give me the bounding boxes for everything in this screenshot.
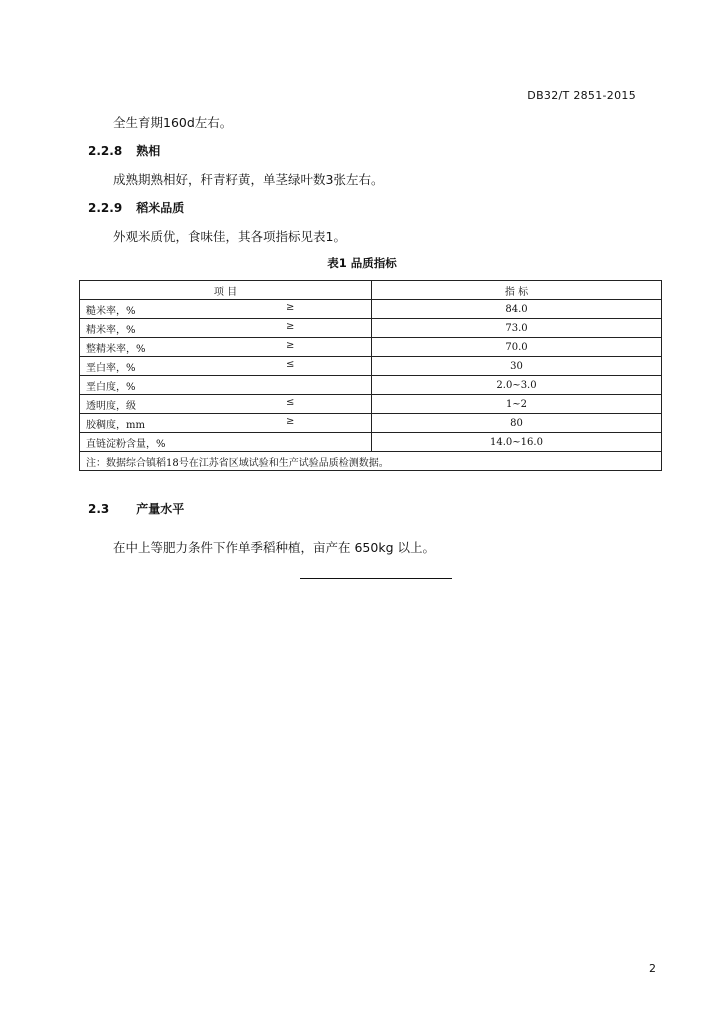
table-row [80, 338, 662, 357]
operator: ≤ [286, 396, 295, 408]
section-title: 产量水平 [136, 502, 185, 516]
table-caption: 表1 品质指标 [327, 256, 397, 270]
operator: ≥ [286, 320, 295, 332]
section-number: 2.3 [88, 502, 110, 516]
item-value: 30 [372, 357, 662, 376]
table-row [80, 414, 662, 433]
item-name: 整精米率，% [86, 343, 146, 355]
document-code: DB32/T 2851-2015 [527, 89, 636, 102]
operator [286, 435, 365, 450]
item-name: 垩白度，% [86, 381, 136, 393]
item-value: 1~2 [372, 395, 662, 414]
header-item: 项 目 [80, 281, 372, 300]
operator: ≥ [286, 339, 295, 351]
table-header-row [80, 281, 662, 300]
section-number: 2.2.8 [88, 144, 123, 158]
paragraph-yield: 在中上等肥力条件下作单季稻种植，亩产在 650kg 以上。 [113, 540, 435, 555]
section-heading-rice-quality [88, 199, 184, 216]
item-value: 70.0 [372, 338, 662, 357]
table-row [80, 376, 662, 395]
table-note: 注：数据综合镇稻18号在江苏省区域试验和生产试验品质检测数据。 [80, 452, 662, 471]
item-name: 直链淀粉含量，% [86, 438, 166, 450]
table-row [80, 319, 662, 338]
table-note-row [80, 452, 662, 471]
operator: ≥ [286, 301, 295, 313]
table-row [80, 395, 662, 414]
operator: ≥ [286, 415, 295, 427]
item-value: 14.0~16.0 [372, 433, 662, 452]
section-title: 稻米品质 [136, 201, 185, 215]
section-heading-yield [88, 500, 184, 517]
page-number: 2 [649, 962, 656, 975]
item-value: 84.0 [372, 300, 662, 319]
header-value: 指 标 [372, 281, 662, 300]
table-row [80, 300, 662, 319]
section-heading-maturity [88, 142, 160, 159]
end-rule [300, 578, 452, 579]
item-value: 80 [372, 414, 662, 433]
table-row [80, 433, 662, 452]
item-name: 胶稠度，mm [86, 419, 145, 431]
quality-table [79, 280, 662, 471]
item-name: 糙米率，% [86, 305, 136, 317]
item-value: 73.0 [372, 319, 662, 338]
item-name: 垩白率，% [86, 362, 136, 374]
paragraph-maturity: 成熟期熟相好，秆青籽黄，单茎绿叶数3张左右。 [113, 172, 384, 187]
section-title: 熟相 [136, 144, 161, 158]
paragraph-rice-quality: 外观米质优，食味佳，其各项指标见表1。 [113, 229, 346, 244]
section-number: 2.2.9 [88, 201, 123, 215]
paragraph-growth-period: 全生育期160d左右。 [113, 115, 233, 130]
item-name: 精米率，% [86, 324, 136, 336]
operator: ≤ [286, 358, 295, 370]
item-value: 2.0~3.0 [372, 376, 662, 395]
operator [286, 378, 365, 393]
table-row [80, 357, 662, 376]
item-name: 透明度，级 [86, 400, 136, 412]
